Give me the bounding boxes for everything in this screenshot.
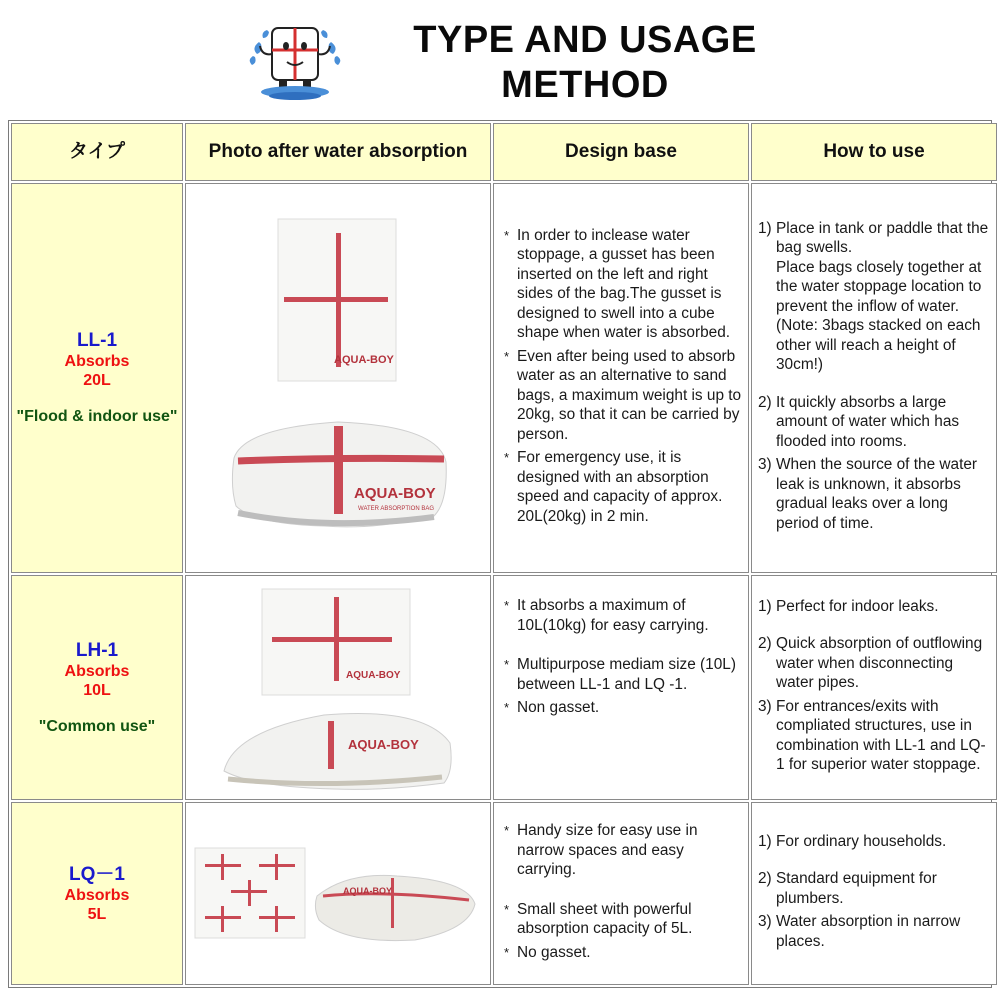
howto-line: For entrances/exits with compliated structures, use in combination with LL-1 and LQ-1 for superior water stoppage.	[776, 697, 986, 774]
absorbs-label: Absorbs	[64, 353, 130, 371]
product-name: LL-1	[76, 330, 118, 352]
howto-line: Quick absorption of outflowing water when disconnecting water pipes.	[776, 635, 983, 692]
capacity-value: 10L	[83, 681, 111, 699]
product-name: LH-1	[75, 639, 119, 661]
howto-item	[758, 634, 992, 693]
header-howto: How to use	[751, 123, 997, 181]
ll1-bag-photos	[208, 213, 468, 543]
howto-line: Perfect for indoor leaks.	[776, 597, 939, 615]
design-item: * In order to inclease water stoppage, a gusset has been inserted on the left and right sides of the bag.The gusset is designed to swell into a cube shape when water is absorbed.	[504, 226, 742, 343]
design-list	[494, 821, 748, 962]
howto-line: When the source of the water leak is unknown, it absorbs gradual leaks over a long period of time.	[776, 456, 978, 532]
product-table	[8, 120, 992, 988]
lh1-bag-photos	[218, 583, 458, 793]
title-line-1: TYPE AND USAGE	[413, 19, 757, 61]
howto-line: Standard equipment for plumbers.	[776, 870, 937, 907]
photo-cell-lq1	[185, 802, 491, 985]
flat-sheet-image	[195, 848, 305, 938]
howto-number: 1)	[758, 219, 772, 237]
howto-item	[758, 597, 992, 617]
type-cell-ll1	[11, 183, 183, 573]
type-cell-lq1	[11, 802, 183, 985]
design-list	[494, 226, 748, 527]
howto-number: 3)	[758, 913, 772, 931]
design-item: * Multipurpose mediam size (10L) between LL-1 and LQ -1.	[504, 655, 742, 694]
absorbs-label: Absorbs	[64, 886, 130, 904]
design-item: * Small sheet with powerful absorption capacity of 5L.	[504, 900, 742, 939]
absorbs-label: Absorbs	[64, 662, 130, 680]
usage-label: "Flood & indoor use"	[16, 408, 178, 426]
capacity-value: 20L	[83, 372, 111, 390]
howto-cell-lh1	[751, 575, 997, 800]
flat-bag-image	[278, 219, 396, 381]
flat-bag-image	[262, 589, 410, 695]
table-row	[11, 183, 997, 573]
table-header-row	[11, 123, 997, 181]
design-cell-ll1	[493, 183, 749, 573]
page-title	[390, 18, 780, 108]
type-cell-lh1	[11, 575, 183, 800]
howto-item	[758, 393, 992, 452]
howto-item	[758, 219, 992, 375]
howto-number: 3)	[758, 697, 772, 715]
howto-number: 1)	[758, 597, 772, 615]
svg-text:AQUA-BOY: AQUA-BOY	[348, 736, 419, 752]
bag-brand-text: AQUA-BOY	[334, 354, 394, 367]
howto-line: Place bags closely together at the water stoppage location to prevent the inflow of water.	[776, 258, 982, 315]
howto-line: For ordinary households.	[776, 832, 947, 850]
howto-item	[758, 912, 992, 951]
howto-item	[758, 832, 992, 852]
howto-line: Place in tank or paddle that the bag swells.	[776, 219, 989, 257]
howto-list	[752, 219, 996, 534]
design-list	[494, 596, 748, 718]
aqua-boy-mascot-logo	[245, 20, 345, 102]
design-item: * Handy size for easy use in narrow spaces and easy carrying.	[504, 821, 742, 880]
howto-list	[752, 597, 996, 775]
howto-number: 3)	[758, 456, 772, 474]
svg-text:AQUA-BOY: AQUA-BOY	[346, 669, 401, 681]
howto-item	[758, 697, 992, 775]
design-item: * Non gasset.	[504, 698, 742, 718]
usage-label: "Common use"	[38, 717, 156, 735]
swollen-bag-image	[315, 875, 475, 940]
design-item: * It absorbs a maximum of 10L(10kg) for easy carrying.	[504, 596, 742, 635]
howto-list	[752, 832, 996, 952]
swollen-bag-image	[224, 713, 451, 789]
svg-text:AQUA-BOY: AQUA-BOY	[354, 485, 436, 503]
product-name: LQ－1	[69, 863, 125, 885]
howto-number: 1)	[758, 832, 772, 850]
design-item: * Even after being used to absorb water as an alternative to sand bags, a maximum weight is up to 20kg, so that it can be carried by person.	[504, 347, 742, 445]
design-item: * For emergency use, it is designed with an absorption speed and capacity of approx. 20L(20kg) in 2 min.	[504, 448, 742, 526]
bag-sub-text: WATER ABSORPTION BAG	[358, 506, 435, 513]
howto-cell-lq1	[751, 802, 997, 985]
howto-line: (Note: 3bags stacked on each other will reach a height of 30cm!)	[776, 317, 981, 374]
howto-number: 2)	[758, 635, 772, 653]
design-cell-lq1	[493, 802, 749, 985]
title-line-2: METHOD	[501, 64, 669, 106]
table-row	[11, 575, 997, 800]
howto-number: 2)	[758, 870, 772, 888]
header-design: Design base	[493, 123, 749, 181]
photo-cell-ll1	[185, 183, 491, 573]
howto-cell-ll1	[751, 183, 997, 573]
header-photo: Photo after water absorption	[185, 123, 491, 181]
howto-item	[758, 455, 992, 533]
header-type: タイプ	[11, 123, 183, 181]
swollen-bag-image	[232, 422, 446, 527]
svg-text:AQUA-BOY: AQUA-BOY	[343, 885, 392, 896]
photo-cell-lh1	[185, 575, 491, 800]
capacity-value: 5L	[87, 905, 107, 923]
howto-line: Water absorption in narrow places.	[776, 913, 961, 950]
design-cell-lh1	[493, 575, 749, 800]
lq1-bag-photos	[193, 844, 483, 944]
howto-number: 2)	[758, 393, 772, 411]
table-row	[11, 802, 997, 985]
design-item: * No gasset.	[504, 943, 742, 963]
howto-line: It quickly absorbs a large amount of water which has flooded into rooms.	[776, 393, 960, 450]
howto-item	[758, 869, 992, 908]
page-header	[0, 0, 1000, 115]
